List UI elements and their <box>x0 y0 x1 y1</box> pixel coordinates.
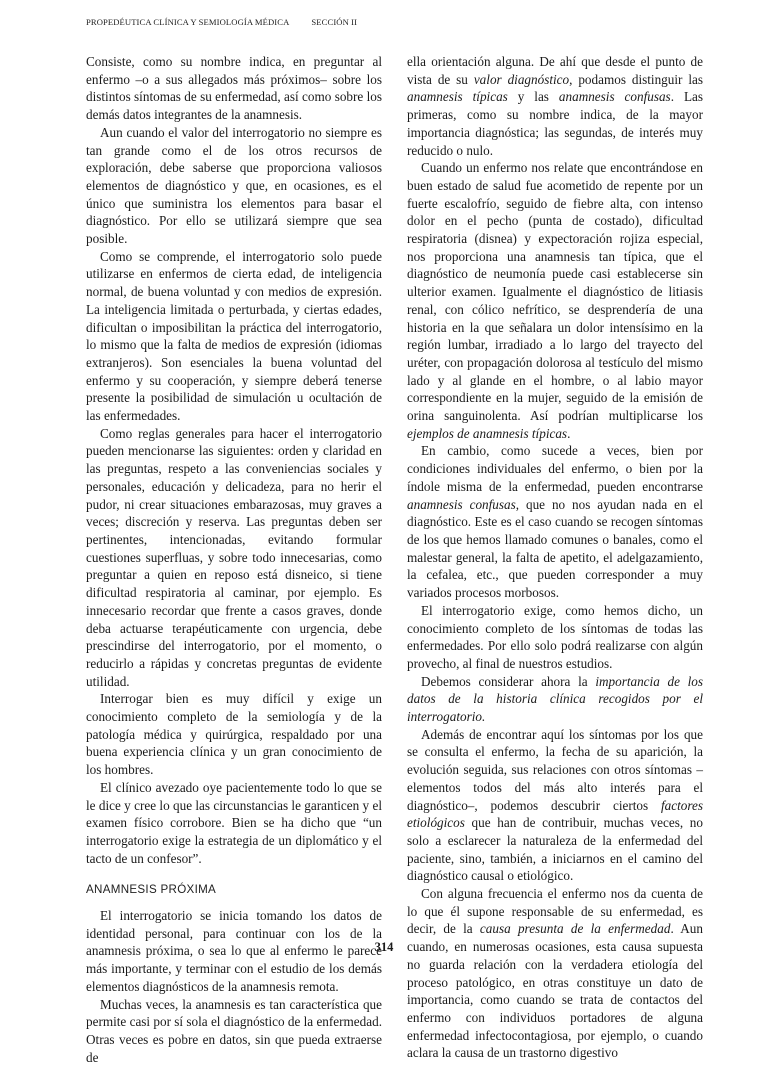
running-header <box>86 17 357 27</box>
paragraph: Interrogar bien es muy difícil y exige un conocimiento completo de la semiología y de la patología médica y quirúrgica, respaldado por una buena experiencia clínica y un gran conocimiento de los hombres. <box>86 691 382 778</box>
text-run: y las <box>507 89 559 105</box>
paragraph <box>407 885 703 1062</box>
paragraph <box>407 53 703 159</box>
text-run: que han de contribuir, muchas veces, no solo a esclarecer la naturaleza de la enfermedad del paciente, sino, también, a iniciarnos en el camino del diagnóstico causal o etiológico. <box>407 815 703 884</box>
section-heading: ANAMNESIS PRÓXIMA <box>86 883 217 897</box>
italic-run: ejemplos de anamnesis típicas <box>407 425 568 441</box>
text-run: , que no nos ayudan nada en el diagnóstico. Este es el caso cuando se recogen síntomas de los que hemos llamado comunes o banales, como el malestar general, la falta de apetito, el adelgazamiento, la cefalea, etc., que pueden corresponder a muy variados procesos morbosos. <box>407 496 703 601</box>
text-run: Además de encontrar aquí los síntomas por los que se consulta el enfermo, la fecha de su aparición, la evolución seguida, sus relaciones con otros síntomas –elementos todos del más alto interés para el diagnóstico–, podemos descubrir ciertos <box>407 726 703 813</box>
paragraph: Como se comprende, el interrogatorio solo puede utilizarse en enfermos de cierta edad, de inteligencia normal, de buena voluntad y con medios de expresión. La inteligencia limitada o perturbada, y ciertas edades, dificultan o imposibilitan la práctica del interrogatorio, lo mismo que la falta de medios de expresión (idiomas extranjeros). Son esenciales la buena voluntad del enfermo y su cooperación, y siempre deberá tenerse presente la posibilidad de simulación u ocultación de las enfermedades. <box>86 248 382 424</box>
text-run: . Las primeras, como su nombre indica, de la mayor importancia diagnóstica; las segundas, de interés muy reducido o nulo. <box>407 89 703 158</box>
text-run: En cambio, como sucede a veces, bien por condiciones individuales del enfermo, o bien por la índole misma de la enfermedad, pueden encontrarse <box>407 443 703 494</box>
text-run: . <box>567 425 571 441</box>
paragraph <box>407 673 703 726</box>
italic-run: valor diagnóstico <box>473 71 570 87</box>
paragraph: El clínico avezado oye pacientemente todo lo que se le dice y cree lo que las circunstancias le garanticen y el examen físico corrobore. Bien se ha dicho que “un interrogatorio exige la estrategia de un diplomático y el tacto de un confesor”. <box>86 779 382 866</box>
book-title: PROPEDÉUTICA CLÍNICA Y SEMIOLOGÍA MÉDICA <box>86 17 290 27</box>
paragraph: El interrogatorio exige, como hemos dicho, un conocimiento completo de los síntomas de todas las enfermedades. Por ello solo podrá realizarse con algún provecho, al final de nuestros estudios. <box>407 602 703 671</box>
text-run: , podamos distinguir las <box>569 71 703 87</box>
section-label: SECCIÓN II <box>311 17 358 27</box>
italic-run: importancia de los datos de la historia clínica recogidos por el interrogatorio. <box>407 673 704 725</box>
italic-run: anamnesis típicas <box>407 89 508 105</box>
paragraph: Muchas veces, la anamnesis es tan característica que permite casi por sí sola el diagnóstico de la enfermedad. Otras veces es pobre en datos, sin que pueda extraerse de <box>86 996 382 1065</box>
text-run: Cuando un enfermo nos relate que encontrándose en buen estado de salud fue acometido de repente por un fuerte escalofrío, seguido de fiebre alta, con intenso dolor en el pecho (punta de costado), dificultad respiratoria (disnea) y expectoración rojiza especial, nos proporciona una anamnesis tan típica, que el diagnóstico de neumonía puede casi establecerse sin ulterior examen. Igualmente el diagnóstico de litiasis renal, con cólico nefrítico, se desprendería de una historia en la que señalara un dolor intensísimo en la región lumbar, irradiado a lo largo del trayecto del uréter, con propagación dolorosa al testículo del mismo lado y al glande en el hombre, o al labio mayor correspondiente en la mujer, seguido de la emisión de orina sanguinolenta. Así podrían multiplicarse los <box>407 160 703 424</box>
left-column <box>86 53 382 1066</box>
paragraph: Como reglas generales para hacer el interrogatorio pueden mencionarse las siguientes: orden y claridad en las preguntas, respeto a las conveniencias sociales y personales, educación y delicadeza, para no herir el pudor, ni crear situaciones embarazosas, muy graves a veces; discreción y reserva. Las preguntas deben ser pertinentes, intencionadas, evitando formular cuestiones superfluas, y sobre todo innecesarias, como preguntar a quien en reposo está disneico, si tiene dificultad respiratoria al caminar, por ejemplo. Es innecesario recordar que frente a casos graves, donde deba actuarse terapéuticamente con urgencia, debe prescindirse del interrogatorio, por el momento, o reducirlo a rápidas y concretas preguntas de evidente utilidad. <box>86 425 382 689</box>
right-column <box>407 53 703 1062</box>
text-run: Con alguna frecuencia el enfermo nos da cuenta de lo que él supone responsable de su enfermedad, es decir, de la <box>407 886 703 937</box>
text-run: Debemos considerar ahora la <box>421 673 596 689</box>
italic-run: anamnesis confusas <box>558 89 671 105</box>
paragraph <box>407 159 703 442</box>
paragraph <box>407 442 703 601</box>
text-run: ella orientación alguna. De ahí que desde el punto de vista de su <box>407 54 703 87</box>
paragraph: El interrogatorio se inicia tomando los datos de identidad personal, para continuar con los de la anamnesis próxima, o sea lo que al enfermo le parece más importante, y terminar con el estudio de los demás elementos diagnósticos de la anamnesis remota. <box>86 908 382 994</box>
page-number: 314 <box>374 940 394 954</box>
italic-run: factores etiológicos <box>407 797 703 831</box>
italic-run: causa presunta de la enfermedad <box>479 921 671 937</box>
paragraph: Aun cuando el valor del interrogatorio no siempre es tan grande como el de los otros recursos de exploración, debe saberse que proporciona valiosos elementos de diagnóstico y que, en ocasiones, es el único que suministra los elementos para basar el diagnóstico. Por ello se utilizará siempre que sea posible. <box>86 124 382 247</box>
paragraph <box>407 726 703 885</box>
italic-run: anamnesis confusas <box>407 496 516 512</box>
text-run: . Aun cuando, en numerosas ocasiones, esta causa supuesta no guarda relación con la verdadera etiología del proceso patológico, en otras constituye un dato de importancia, como cuando se trata de contactos del enfermo con individuos portadores de alguna enfermedad infectocontagiosa, por ejemplo, o cuando aclara la causa de un trastorno digestivo <box>407 921 703 1061</box>
paragraph: Consiste, como su nombre indica, en preguntar al enfermo –o a sus allegados más próximos– sobre los distintos síntomas de su enfermedad, así como sobre los demás datos integrantes de la anamnesis. <box>86 54 382 123</box>
